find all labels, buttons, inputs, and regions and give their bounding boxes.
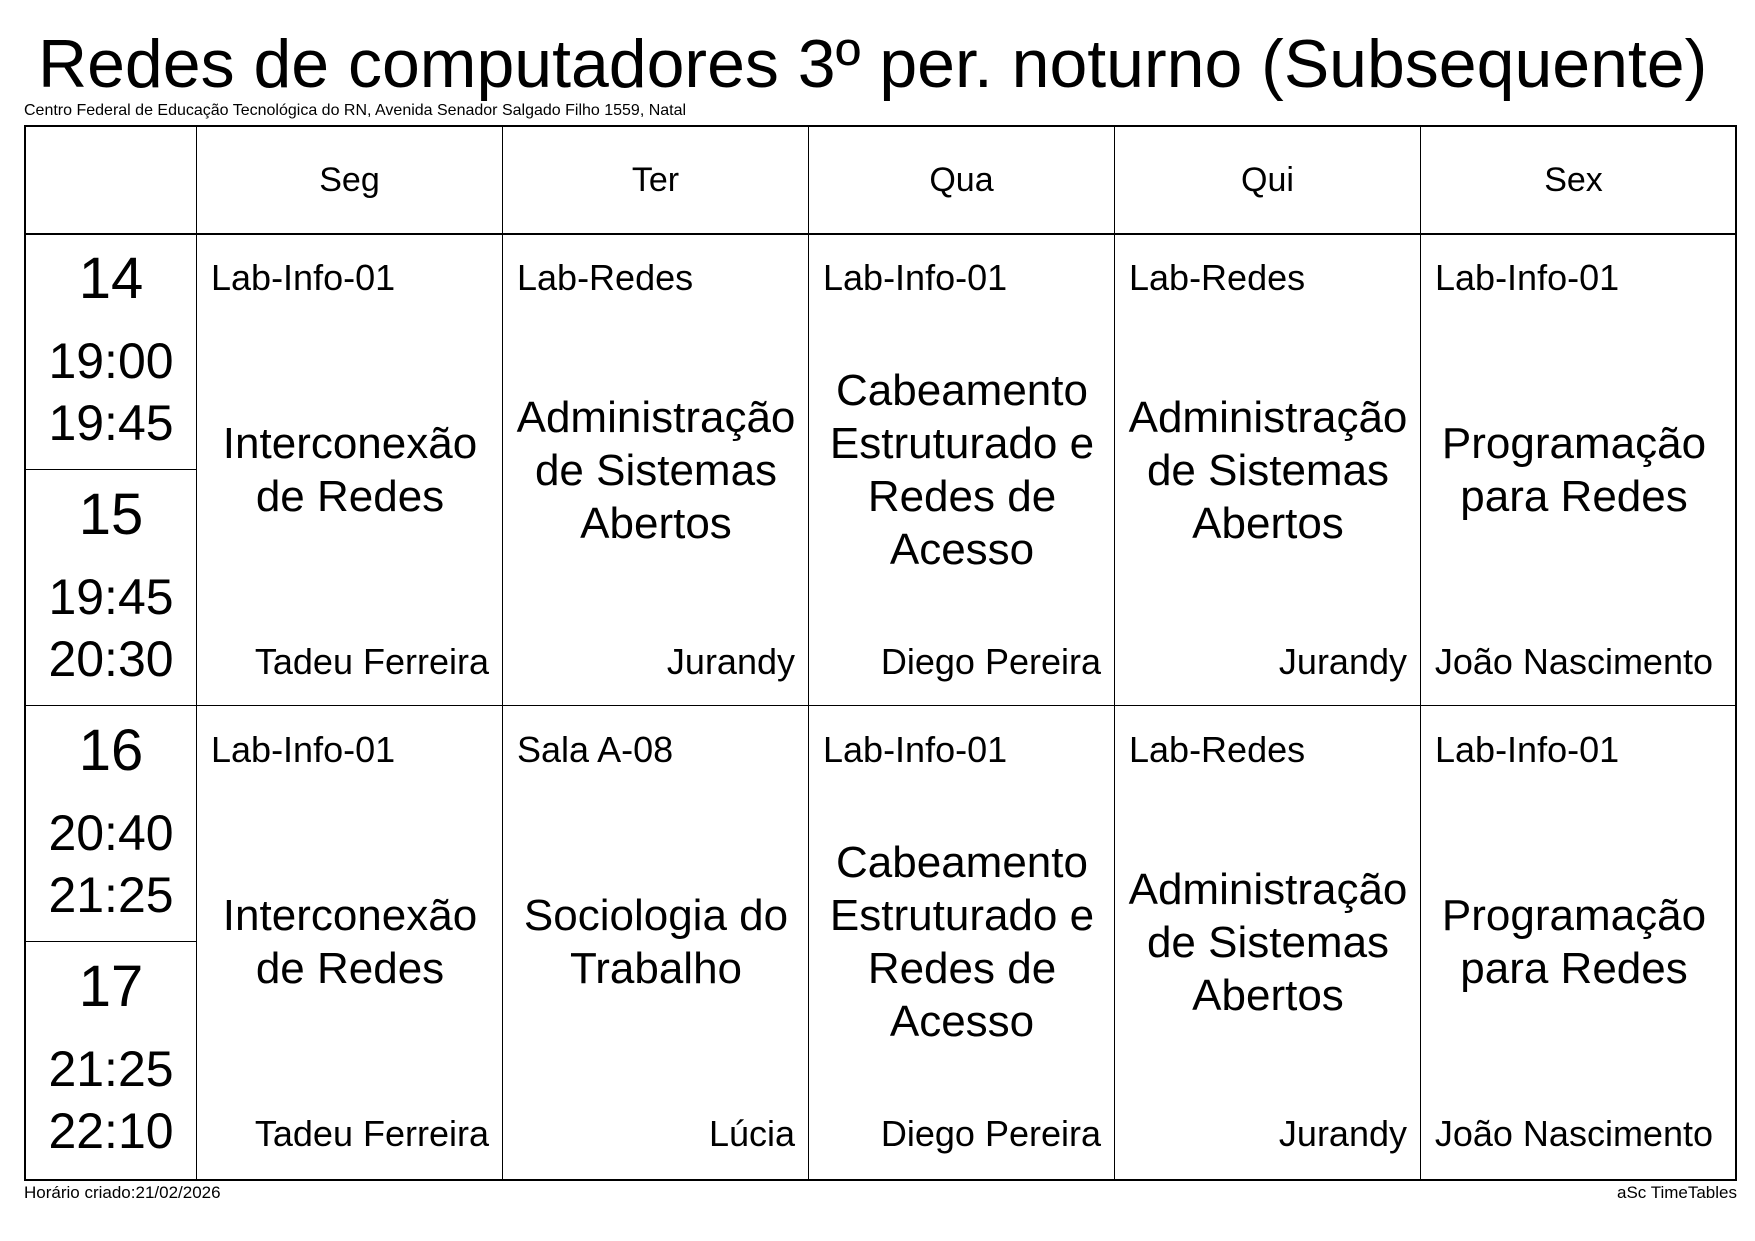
- lesson-teacher: Tadeu Ferreira: [254, 1113, 489, 1154]
- lesson-subject: Sociologia do Trabalho: [523, 891, 789, 993]
- lesson-room: Lab-Redes: [1129, 257, 1306, 298]
- school-address: Centro Federal de Educação Tecnológica do RN, Avenida Senador Salgado Filho 1559, Natal: [24, 102, 687, 119]
- lesson-subject: Administração de Sistemas Abertos: [516, 392, 796, 548]
- lesson-subject: Cabeamento Estruturado e Redes de Acesso: [829, 366, 1095, 574]
- period-start-time: 19:00: [48, 333, 174, 389]
- lesson-subject: Interconexão de Redes: [222, 419, 478, 521]
- lesson-card: [503, 706, 809, 1178]
- period-slot: [26, 706, 196, 942]
- lesson-teacher: Jurandy: [1278, 641, 1407, 682]
- lesson-card: [1421, 234, 1727, 706]
- lesson-subject: Programação para Redes: [1441, 419, 1707, 521]
- lesson-subject: Interconexão de Redes: [222, 891, 478, 993]
- period-number: 14: [78, 246, 144, 311]
- lesson-subject: Cabeamento Estruturado e Redes de Acesso: [829, 838, 1095, 1046]
- period-end-time: 21:25: [48, 867, 174, 923]
- lesson-card: [197, 706, 503, 1178]
- lesson-teacher: Diego Pereira: [880, 641, 1101, 682]
- lesson-subject: Administração de Sistemas Abertos: [1128, 392, 1408, 548]
- lesson-room: Lab-Info-01: [211, 729, 396, 770]
- period-end-time: 22:10: [48, 1103, 174, 1159]
- day-header-ter: Ter: [631, 160, 680, 199]
- lesson-room: Lab-Info-01: [1435, 257, 1620, 298]
- lesson-teacher: Lúcia: [708, 1113, 795, 1154]
- lesson-card: [503, 234, 809, 706]
- lesson-room: Lab-Info-01: [823, 729, 1008, 770]
- lesson-card: [809, 234, 1115, 706]
- period-number: 16: [78, 718, 144, 783]
- lesson-room: Lab-Info-01: [211, 257, 396, 298]
- period-slot: [26, 234, 196, 470]
- lesson-teacher: Tadeu Ferreira: [254, 641, 489, 682]
- period-end-time: 19:45: [48, 395, 174, 451]
- software-credit: aSc TimeTables: [1617, 1183, 1737, 1202]
- lesson-card: [1115, 234, 1421, 706]
- period-slot: [26, 942, 196, 1178]
- period-start-time: 19:45: [48, 569, 174, 625]
- lesson-room: Lab-Redes: [1129, 729, 1306, 770]
- period-start-time: 21:25: [48, 1041, 174, 1097]
- lesson-teacher: João Nascimento: [1434, 641, 1713, 682]
- lesson-room: Lab-Info-01: [823, 257, 1008, 298]
- lesson-card: [1115, 706, 1421, 1178]
- timetable-grid: [24, 125, 1737, 1181]
- lesson-subject: Administração de Sistemas Abertos: [1128, 864, 1408, 1020]
- lesson-teacher: Jurandy: [666, 641, 795, 682]
- day-header-sex: Sex: [1544, 160, 1603, 199]
- lesson-subject: Programação para Redes: [1441, 891, 1707, 993]
- period-slot: [26, 470, 196, 706]
- period-number: 17: [78, 954, 144, 1019]
- lesson-teacher: Diego Pereira: [880, 1113, 1101, 1154]
- period-number: 15: [78, 482, 144, 547]
- lesson-card: [1421, 706, 1727, 1178]
- lesson-card: [809, 706, 1115, 1178]
- day-header-qui: Qui: [1241, 160, 1294, 199]
- lesson-room: Sala A-08: [517, 729, 674, 770]
- lesson-teacher: João Nascimento: [1434, 1113, 1713, 1154]
- day-header-seg: Seg: [319, 160, 380, 199]
- lesson-room: Lab-Info-01: [1435, 729, 1620, 770]
- lesson-teacher: Jurandy: [1278, 1113, 1407, 1154]
- lesson-card: [197, 234, 503, 706]
- day-header-qua: Qua: [929, 160, 994, 199]
- lesson-room: Lab-Redes: [517, 257, 694, 298]
- page-title: Redes de computadores 3º per. noturno (Subsequente): [38, 26, 1708, 102]
- created-date: Horário criado:21/02/2026: [24, 1183, 221, 1202]
- period-end-time: 20:30: [48, 631, 174, 687]
- period-start-time: 20:40: [48, 805, 174, 861]
